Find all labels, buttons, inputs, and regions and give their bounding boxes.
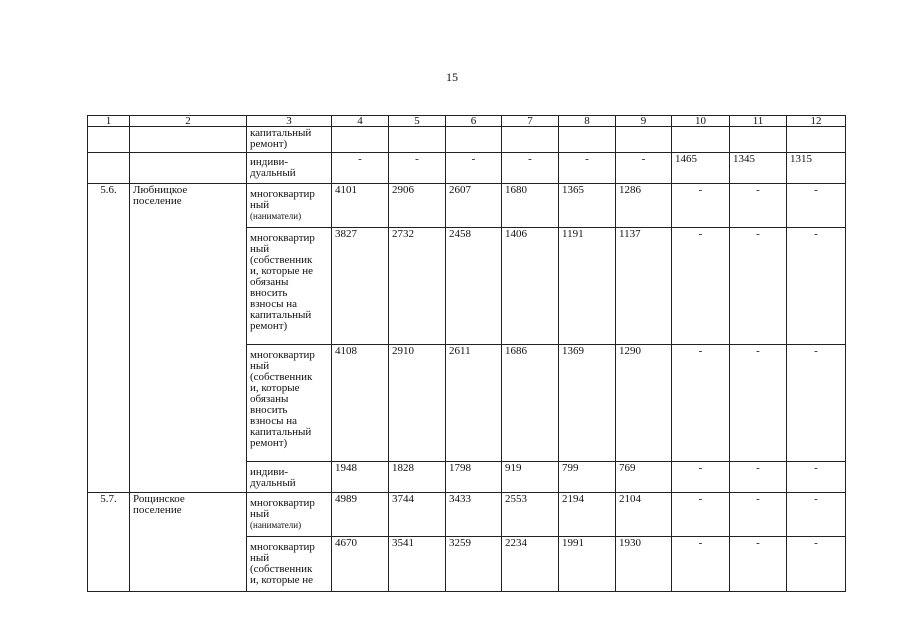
page-number: 15 bbox=[446, 70, 458, 84]
settlement-name: Любницкое поселение bbox=[130, 184, 247, 493]
value-cell: 2910 bbox=[389, 345, 446, 462]
value-cell: 1686 bbox=[502, 345, 559, 462]
value-cell: 1286 bbox=[616, 184, 672, 228]
value-cell: 2458 bbox=[446, 228, 502, 345]
value-cell: 1465 bbox=[672, 153, 730, 184]
column-header: 11 bbox=[730, 116, 787, 127]
value-cell: 2732 bbox=[389, 228, 446, 345]
value-cell: - bbox=[389, 153, 446, 184]
value-cell: 1315 bbox=[787, 153, 846, 184]
value-cell: - bbox=[787, 228, 846, 345]
value-cell: 4989 bbox=[332, 493, 389, 537]
housing-type-cell: многоквартир ный (собственник и, которые не обязаны вносить взносы на капитальный ремонт) bbox=[247, 228, 332, 345]
value-cell: 4101 bbox=[332, 184, 389, 228]
value-cell: 1930 bbox=[616, 537, 672, 592]
value-cell bbox=[502, 127, 559, 153]
value-cell: - bbox=[730, 537, 787, 592]
section-code: 5.7. bbox=[88, 493, 130, 592]
housing-type-note: (наниматели) bbox=[250, 520, 302, 530]
value-cell: 1369 bbox=[559, 345, 616, 462]
value-cell: 2234 bbox=[502, 537, 559, 592]
value-cell bbox=[787, 127, 846, 153]
value-cell bbox=[616, 127, 672, 153]
value-cell: 2104 bbox=[616, 493, 672, 537]
housing-type-cell bbox=[247, 493, 332, 537]
value-cell bbox=[389, 127, 446, 153]
value-cell bbox=[672, 127, 730, 153]
housing-type-note: (наниматели) bbox=[250, 211, 302, 221]
value-cell: 1406 bbox=[502, 228, 559, 345]
value-cell: - bbox=[730, 184, 787, 228]
value-cell bbox=[446, 127, 502, 153]
settlement-name: Рощинское поселение bbox=[130, 493, 247, 592]
value-cell: 769 bbox=[616, 462, 672, 493]
value-cell: 4670 bbox=[332, 537, 389, 592]
value-cell: 1680 bbox=[502, 184, 559, 228]
column-header: 7 bbox=[502, 116, 559, 127]
value-cell: 3259 bbox=[446, 537, 502, 592]
value-cell: 799 bbox=[559, 462, 616, 493]
value-cell: 1828 bbox=[389, 462, 446, 493]
column-header: 8 bbox=[559, 116, 616, 127]
value-cell bbox=[332, 127, 389, 153]
section-code: 5.6. bbox=[88, 184, 130, 493]
value-cell: - bbox=[730, 493, 787, 537]
table-header-row bbox=[88, 116, 846, 127]
value-cell: 1365 bbox=[559, 184, 616, 228]
table-row bbox=[88, 153, 846, 184]
value-cell: - bbox=[502, 153, 559, 184]
column-header: 6 bbox=[446, 116, 502, 127]
value-cell: - bbox=[730, 462, 787, 493]
value-cell: 2607 bbox=[446, 184, 502, 228]
value-cell: 4108 bbox=[332, 345, 389, 462]
column-header: 9 bbox=[616, 116, 672, 127]
housing-type-cell: капитальный ремонт) bbox=[247, 127, 332, 153]
value-cell: - bbox=[446, 153, 502, 184]
column-header: 10 bbox=[672, 116, 730, 127]
value-cell: - bbox=[787, 184, 846, 228]
housing-type-cell: многоквартир ный (собственник и, которые обязаны вносить взносы на капитальный ремонт) bbox=[247, 345, 332, 462]
value-cell: 1137 bbox=[616, 228, 672, 345]
column-header: 12 bbox=[787, 116, 846, 127]
value-cell: - bbox=[672, 537, 730, 592]
column-header: 4 bbox=[332, 116, 389, 127]
value-cell: 919 bbox=[502, 462, 559, 493]
column-header: 2 bbox=[130, 116, 247, 127]
column-header: 5 bbox=[389, 116, 446, 127]
housing-type-main: многоквартир ный bbox=[250, 497, 315, 520]
value-cell: 1798 bbox=[446, 462, 502, 493]
settlement-cell bbox=[130, 153, 247, 184]
value-cell: - bbox=[672, 345, 730, 462]
table-row bbox=[88, 184, 846, 228]
table-row bbox=[88, 127, 846, 153]
value-cell: - bbox=[787, 462, 846, 493]
housing-type-cell: многоквартир ный (собственник и, которые не bbox=[247, 537, 332, 592]
value-cell: 1345 bbox=[730, 153, 787, 184]
value-cell: 2194 bbox=[559, 493, 616, 537]
value-cell: 2906 bbox=[389, 184, 446, 228]
value-cell: 2611 bbox=[446, 345, 502, 462]
tariff-table bbox=[87, 115, 846, 592]
table-row bbox=[88, 493, 846, 537]
code-cell bbox=[88, 127, 130, 153]
value-cell: 2553 bbox=[502, 493, 559, 537]
column-header: 1 bbox=[88, 116, 130, 127]
value-cell: - bbox=[332, 153, 389, 184]
value-cell bbox=[559, 127, 616, 153]
value-cell: - bbox=[672, 184, 730, 228]
value-cell: - bbox=[730, 345, 787, 462]
value-cell: 1290 bbox=[616, 345, 672, 462]
value-cell: - bbox=[672, 493, 730, 537]
value-cell: 3541 bbox=[389, 537, 446, 592]
housing-type-cell: индиви- дуальный bbox=[247, 462, 332, 493]
value-cell: - bbox=[672, 228, 730, 345]
value-cell: - bbox=[787, 345, 846, 462]
value-cell: 3827 bbox=[332, 228, 389, 345]
value-cell: 1191 bbox=[559, 228, 616, 345]
value-cell: - bbox=[787, 537, 846, 592]
value-cell: 3744 bbox=[389, 493, 446, 537]
value-cell: 1948 bbox=[332, 462, 389, 493]
value-cell: - bbox=[559, 153, 616, 184]
value-cell: - bbox=[672, 462, 730, 493]
value-cell: - bbox=[730, 228, 787, 345]
housing-type-cell bbox=[247, 184, 332, 228]
value-cell: - bbox=[787, 493, 846, 537]
code-cell bbox=[88, 153, 130, 184]
housing-type-main: многоквартир ный bbox=[250, 188, 315, 211]
value-cell: - bbox=[616, 153, 672, 184]
column-header: 3 bbox=[247, 116, 332, 127]
settlement-cell bbox=[130, 127, 247, 153]
value-cell: 1991 bbox=[559, 537, 616, 592]
housing-type-cell: индиви- дуальный bbox=[247, 153, 332, 184]
value-cell: 3433 bbox=[446, 493, 502, 537]
value-cell bbox=[730, 127, 787, 153]
